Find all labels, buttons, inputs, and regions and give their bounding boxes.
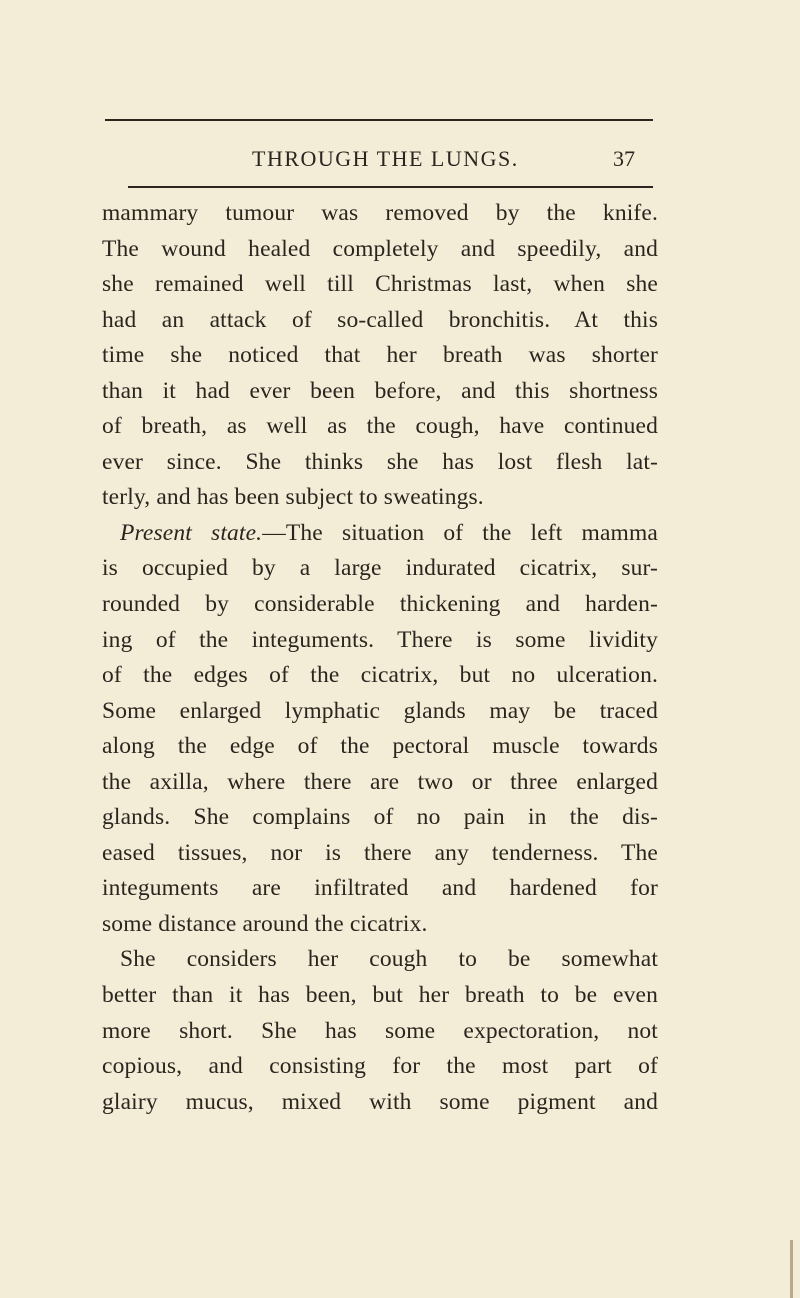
body-text — [102, 196, 658, 1120]
text-line: copious, and consisting for the most part of — [102, 1053, 658, 1080]
text-line: glairy mucus, mixed with some pigment and — [102, 1088, 658, 1115]
header-rule-bottom — [128, 186, 653, 188]
text-line: mammary tumour was removed by the knife. — [102, 200, 658, 226]
text-line: Some enlarged lymphatic glands may be traced — [102, 697, 658, 724]
section-heading-italic: Present state. — [120, 519, 263, 546]
text-line: than it had ever been before, and this shortness — [102, 377, 658, 404]
text-line-section-start — [102, 516, 658, 552]
text-line: of breath, as well as the cough, have continued — [102, 413, 658, 440]
text-line: The wound healed completely and speedily, and — [102, 235, 658, 262]
text-line: of the edges of the cicatrix, but no ulceration. — [102, 662, 658, 689]
page-number: 37 — [613, 146, 635, 171]
text-line: rounded by considerable thickening and harden- — [102, 591, 658, 618]
text-line: glands. She complains of no pain in the dis- — [102, 804, 658, 831]
text-line: the axilla, where there are two or three enlarged — [102, 768, 658, 795]
header-rule-top — [105, 119, 653, 121]
text-line: she remained well till Christmas last, when she — [102, 271, 658, 298]
text-line: ever since. She thinks she has lost flesh lat- — [102, 448, 658, 475]
running-title: THROUGH THE LUNGS. — [252, 146, 519, 171]
text-line: along the edge of the pectoral muscle towards — [102, 733, 658, 760]
text-line-continuation: —The situation of the left mamma — [262, 519, 658, 546]
text-line: integuments are infiltrated and hardened for — [102, 875, 658, 902]
page-edge-mark — [790, 1240, 793, 1298]
text-line: time she noticed that her breath was shorter — [102, 342, 658, 369]
text-line: eased tissues, nor is there any tenderness. The — [102, 839, 658, 866]
text-line: had an attack of so-called bronchitis. At this — [102, 306, 658, 333]
text-line: terly, and has been subject to sweatings. — [102, 484, 484, 511]
text-line: more short. She has some expectoration, not — [102, 1017, 658, 1044]
text-line: some distance around the cicatrix. — [102, 910, 428, 937]
text-line: ing of the integuments. There is some lividity — [102, 626, 658, 653]
text-line: She considers her cough to be somewhat — [120, 946, 658, 973]
text-line: is occupied by a large indurated cicatrix, sur- — [102, 555, 658, 582]
running-head — [0, 144, 800, 174]
text-line: better than it has been, but her breath to be even — [102, 982, 658, 1009]
